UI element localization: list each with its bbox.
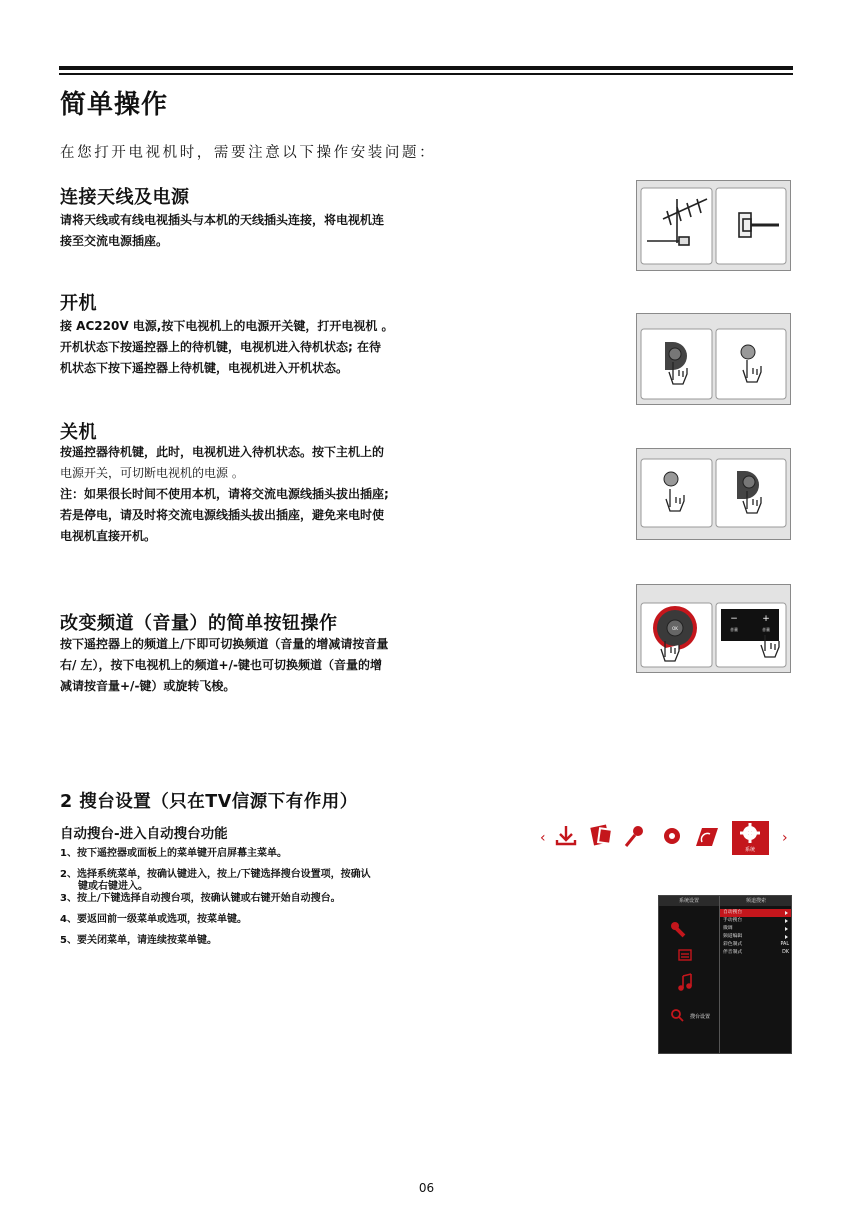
volume-plus-label: 音量 [762, 627, 770, 632]
option-value: PAL [780, 942, 789, 947]
keyboard-icon[interactable] [679, 950, 691, 960]
tv-settings-menu [658, 895, 792, 1054]
volume-minus-label: 音量 [730, 627, 738, 632]
step-item: 键或右键进入。 [78, 881, 148, 892]
top-rule-thin [59, 73, 793, 75]
antenna-paragraph [60, 210, 384, 252]
menu-option-sound-system[interactable] [720, 949, 792, 957]
chevron-right-icon [785, 935, 788, 939]
paragraph-line: 电源开关，可切断电视机的电源 。 [60, 466, 244, 480]
menu-option-auto-search[interactable] [720, 909, 792, 917]
menu-option-color-system[interactable] [720, 941, 792, 949]
page-title: 简单操作 [60, 90, 169, 120]
paragraph-line: 按下遥控器上的频道上/下即可切换频道（音量的增减请按音量 [60, 637, 389, 651]
power-button-icon [741, 345, 755, 359]
wrench-icon[interactable] [671, 922, 685, 937]
menu-right-header: 频道搜索 [720, 896, 792, 906]
plus-label: + [762, 614, 770, 624]
microphone-icon[interactable] [626, 826, 643, 846]
picture-icon[interactable] [590, 825, 613, 846]
arrow-left-icon[interactable]: ‹ [540, 830, 546, 846]
download-icon[interactable] [557, 826, 575, 844]
paragraph-line: 按遥控器待机键，此时，电视机进入待机状态。按下主机上的 [60, 445, 385, 459]
paragraph-line: 若是停电，请及时将交流电源线插头拔出插座，避免来电时使 [60, 508, 385, 522]
music-icon[interactable] [679, 974, 691, 990]
paragraph-line: 接 AC220V 电源,按下电视机上的电源开关键，打开电视机 。 [60, 319, 394, 333]
section2-title: 2 搜台设置（只在TV信源下有作用） [60, 792, 358, 812]
power-off-figure [636, 448, 791, 540]
chevron-right-icon [785, 927, 788, 931]
arrow-right-icon[interactable]: › [782, 830, 788, 846]
power-off-heading: 关机 [60, 422, 97, 443]
intro-text: 在您打开电视机时，需要注意以下操作安装问题： [60, 145, 437, 161]
channel-buttons-figure [636, 584, 791, 673]
section2-steps [60, 848, 371, 947]
paragraph-line: 电视机直接开机。 [60, 529, 157, 543]
page-number: 06 [418, 1181, 435, 1195]
power-on-heading: 开机 [60, 293, 97, 314]
menu-option-fine-tune[interactable] [720, 925, 792, 933]
paragraph-line: 请将天线或有线电视插头与本机的天线插头连接，将电视机连 [60, 213, 385, 227]
power-on-paragraph [60, 316, 394, 379]
chevron-right-icon [785, 911, 788, 915]
step-item: 3、按上/下键选择自动搜台项，按确认键或右键开始自动搜台。 [60, 893, 341, 904]
knob-label: OK [672, 626, 678, 631]
paragraph-line: 右/ 左），按下电视机上的频道+/-键也可切换频道（音量的增 [60, 658, 382, 672]
paragraph-line: 开机状态下按遥控器上的待机键，电视机进入待机状态; 在待 [60, 340, 381, 354]
option-label: 手动搜台 [723, 918, 743, 923]
paragraph-line: 减请按音量+/-键）或旋转飞梭。 [60, 679, 236, 693]
gear-small-icon[interactable] [664, 828, 680, 844]
option-label: 彩色制式 [723, 942, 743, 947]
power-off-paragraph [60, 442, 389, 547]
network-icon[interactable] [696, 828, 718, 846]
main-menu-bar [536, 820, 794, 856]
option-value: DK [782, 950, 789, 955]
top-rule [59, 66, 793, 70]
antenna-heading: 连接天线及电源 [60, 187, 190, 208]
paragraph-line: 注：如果很长时间不使用本机，请将交流电源线插头拔出插座; [60, 487, 389, 501]
menu-option-channel-edit[interactable] [720, 933, 792, 941]
power-button-icon [664, 472, 678, 486]
menu-option-manual-search[interactable] [720, 917, 792, 925]
option-label: 自动搜台 [723, 910, 743, 915]
power-button-icon [669, 348, 681, 360]
section2-subtitle: 自动搜台-进入自动搜台功能 [60, 826, 228, 842]
search-setup-label: 搜台设置 [690, 1014, 711, 1020]
search-icon[interactable] [672, 1010, 683, 1021]
chevron-right-icon [785, 919, 788, 923]
paragraph-line: 机状态下按下遥控器上待机键，电视机进入开机状态。 [60, 361, 349, 375]
step-item: 1、按下遥控器或面板上的菜单键开启屏幕主菜单。 [60, 848, 287, 859]
antenna-figure [636, 180, 791, 271]
power-button-icon [743, 476, 755, 488]
menu-left-header: 系统设置 [659, 896, 719, 906]
channel-heading: 改变频道（音量）的简单按钮操作 [60, 613, 338, 634]
system-tab-label: 系统 [744, 847, 756, 853]
step-item: 2、选择系统菜单，按确认键进入，按上/下键选择搜台设置项，按确认 [60, 869, 371, 880]
power-on-figure [636, 313, 791, 405]
channel-paragraph [60, 634, 388, 697]
step-item: 4、要返回前一级菜单或选项，按菜单键。 [60, 914, 247, 925]
minus-label: − [730, 614, 738, 624]
menu-options-list [720, 909, 792, 957]
paragraph-line: 接至交流电源插座。 [60, 234, 169, 248]
option-label: 频道编辑 [723, 934, 743, 939]
step-item: 5、要关闭菜单，请连续按菜单键。 [60, 935, 217, 946]
option-label: 伴音制式 [723, 950, 743, 955]
option-label: 微调 [723, 926, 733, 931]
